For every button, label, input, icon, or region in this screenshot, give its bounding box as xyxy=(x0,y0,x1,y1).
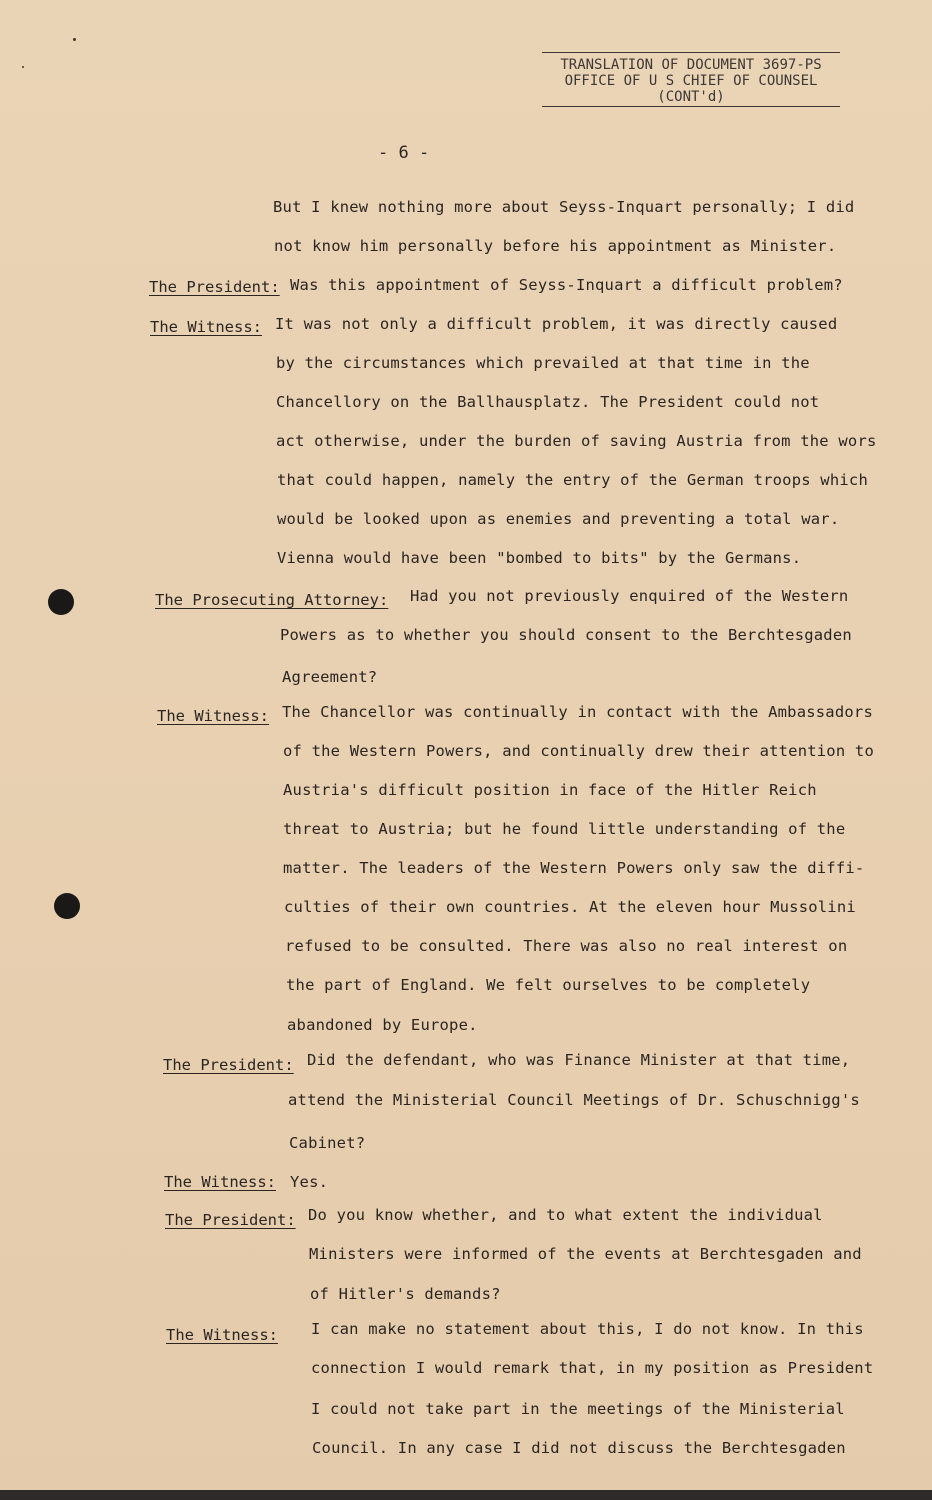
header-line-1: TRANSLATION OF DOCUMENT 3697-PS xyxy=(560,57,822,73)
transcript-line: Powers as to whether you should consent to the Berchtesgaden xyxy=(280,626,852,644)
page-number: - 6 - xyxy=(378,143,430,163)
header-line-2: OFFICE OF U S CHIEF OF COUNSEL xyxy=(564,73,818,89)
transcript-line: Cabinet? xyxy=(289,1134,366,1152)
transcript-line: Ministers were informed of the events at Berchtesgaden and xyxy=(309,1245,862,1263)
transcript-line: Council. In any case I did not discuss the Berchtesgaden xyxy=(312,1439,846,1457)
header-line-3: (CONT'd) xyxy=(657,89,725,105)
transcript-line: Austria's difficult position in face of the Hitler Reich xyxy=(283,781,817,799)
scan-bottom-edge xyxy=(0,1490,932,1500)
transcript-line: It was not only a difficult problem, it was directly caused xyxy=(275,315,838,333)
transcript-line: would be looked upon as enemies and preventing a total war. xyxy=(277,510,840,528)
speaker-label: The Witness: xyxy=(150,318,262,336)
speaker-label: The President: xyxy=(165,1211,296,1229)
speaker-label: The Prosecuting Attorney: xyxy=(155,591,389,609)
speaker-label: The Witness: xyxy=(157,707,269,725)
paper-speck xyxy=(22,66,24,68)
transcript-line: connection I would remark that, in my position as President xyxy=(311,1359,874,1377)
transcript-line: I can make no statement about this, I do not know. In this xyxy=(311,1320,864,1338)
transcript-line: of the Western Powers, and continually drew their attention to xyxy=(283,742,874,760)
transcript-line: Yes. xyxy=(290,1173,329,1191)
transcript-line: the part of England. We felt ourselves to be completely xyxy=(286,976,811,994)
transcript-line: matter. The leaders of the Western Powers only saw the diffi- xyxy=(283,859,865,877)
transcript-line: Vienna would have been "bombed to bits" by the Germans. xyxy=(277,549,802,567)
transcript-line: act otherwise, under the burden of saving Austria from the wors xyxy=(276,432,877,450)
document-header xyxy=(542,52,840,107)
paper-speck xyxy=(73,38,76,41)
transcript-line: Chancellory on the Ballhausplatz. The President could not xyxy=(276,393,820,411)
punch-hole-bottom xyxy=(54,893,80,919)
transcript-line: abandoned by Europe. xyxy=(287,1016,478,1034)
transcript-line: Agreement? xyxy=(282,668,378,686)
transcript-line: attend the Ministerial Council Meetings of Dr. Schuschnigg's xyxy=(288,1091,860,1109)
transcript-line: The Chancellor was continually in contact with the Ambassadors xyxy=(282,703,873,721)
speaker-label: The President: xyxy=(149,278,280,296)
transcript-line: threat to Austria; but he found little understanding of the xyxy=(283,820,846,838)
transcript-line: that could happen, namely the entry of the German troops which xyxy=(277,471,868,489)
transcript-line: refused to be consulted. There was also no real interest on xyxy=(285,937,848,955)
transcript-line: Was this appointment of Seyss-Inquart a difficult problem? xyxy=(290,276,843,294)
transcript-line: Did the defendant, who was Finance Minister at that time, xyxy=(307,1051,851,1069)
speaker-label: The Witness: xyxy=(164,1173,276,1191)
transcript-line: Had you not previously enquired of the Western xyxy=(410,587,849,605)
transcript-line: I could not take part in the meetings of the Ministerial xyxy=(311,1400,845,1418)
transcript-line: by the circumstances which prevailed at that time in the xyxy=(276,354,810,372)
punch-hole-top xyxy=(48,589,74,615)
transcript-line: not know him personally before his appointment as Minister. xyxy=(274,237,837,255)
transcript-line: of Hitler's demands? xyxy=(310,1285,501,1303)
transcript-line: culties of their own countries. At the eleven hour Mussolini xyxy=(284,898,856,916)
header-rule xyxy=(542,106,840,107)
speaker-label: The Witness: xyxy=(166,1326,278,1344)
transcript-line: But I knew nothing more about Seyss-Inquart personally; I did xyxy=(273,198,855,216)
transcript-line: Do you know whether, and to what extent the individual xyxy=(308,1206,823,1224)
speaker-label: The President: xyxy=(163,1056,294,1074)
header-rule xyxy=(542,52,840,53)
